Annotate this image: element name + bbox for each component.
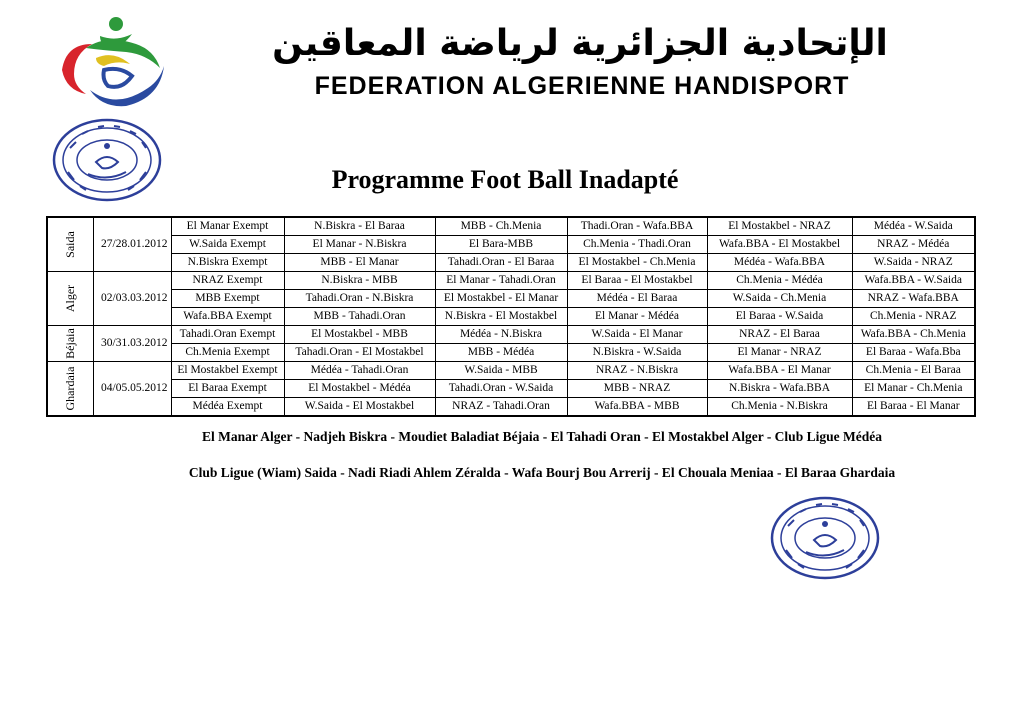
exempt-team-cell: El Manar Exempt	[171, 217, 284, 236]
match-cell: Tahadi.Oran - El Mostakbel	[284, 344, 435, 362]
match-cell: W.Saida - NRAZ	[852, 254, 975, 272]
table-row	[47, 290, 975, 308]
match-date-cell: 27/28.01.2012	[93, 217, 171, 272]
match-cell: MBB - NRAZ	[567, 380, 707, 398]
match-cell: NRAZ - Wafa.BBA	[852, 290, 975, 308]
match-cell: El Manar - Ch.Menia	[852, 380, 975, 398]
match-cell: Tahadi.Oran - W.Saida	[435, 380, 567, 398]
arabic-federation-title: الإتحادية الجزائرية لرياضة المعاقين	[272, 23, 888, 64]
match-cell: El Manar - Médéa	[567, 308, 707, 326]
table-row	[47, 308, 975, 326]
match-cell: W.Saida - Ch.Menia	[707, 290, 852, 308]
federation-logo-icon	[56, 14, 172, 110]
exempt-team-cell: Ch.Menia Exempt	[171, 344, 284, 362]
match-cell: N.Biskra - W.Saida	[567, 344, 707, 362]
exempt-team-cell: Wafa.BBA Exempt	[171, 308, 284, 326]
match-date-cell: 04/05.05.2012	[93, 362, 171, 417]
match-cell: El Bara-MBB	[435, 236, 567, 254]
match-cell: El Mostakbel - NRAZ	[707, 217, 852, 236]
table-row	[47, 344, 975, 362]
match-cell: NRAZ - Tahadi.Oran	[435, 398, 567, 417]
match-cell: MBB - Tahadi.Oran	[284, 308, 435, 326]
match-cell: El Manar - N.Biskra	[284, 236, 435, 254]
match-cell: Médéa - N.Biskra	[435, 326, 567, 344]
exempt-team-cell: W.Saida Exempt	[171, 236, 284, 254]
match-cell: Ch.Menia - NRAZ	[852, 308, 975, 326]
clubs-list-line-2: Club Ligue (Wiam) Saida - Nadi Riadi Ahlem Zéralda - Wafa Bourj Bou Arrerij - El Chouala Meniaa - El Baraa Ghardaia	[188, 465, 896, 480]
table-row	[47, 362, 975, 380]
match-cell: Wafa.BBA - El Manar	[707, 362, 852, 380]
table-row	[47, 380, 975, 398]
match-cell: El Baraa - Wafa.Bba	[852, 344, 975, 362]
match-cell: El Baraa - El Manar	[852, 398, 975, 417]
venue-city-label: Béjaia	[62, 328, 77, 359]
match-cell: El Mostakbel - MBB	[284, 326, 435, 344]
match-cell: Ch.Menia - El Baraa	[852, 362, 975, 380]
match-cell: Médéa - W.Saida	[852, 217, 975, 236]
organisation-sportive-stamp-icon	[52, 118, 162, 202]
organisation-sportive-stamp-icon	[770, 496, 880, 580]
match-cell: El Manar - NRAZ	[707, 344, 852, 362]
match-cell: El Mostakbel - Ch.Menia	[567, 254, 707, 272]
match-schedule-table	[46, 216, 976, 417]
match-cell: Médéa - Tahadi.Oran	[284, 362, 435, 380]
venue-city-label: Saida	[62, 231, 77, 258]
exempt-team-cell: N.Biskra Exempt	[171, 254, 284, 272]
match-cell: El Manar - Tahadi.Oran	[435, 272, 567, 290]
match-cell: El Mostakbel - El Manar	[435, 290, 567, 308]
match-cell: Wafa.BBA - MBB	[567, 398, 707, 417]
match-cell: N.Biskra - Wafa.BBA	[707, 380, 852, 398]
match-cell: N.Biskra - El Mostakbel	[435, 308, 567, 326]
exempt-team-cell: El Baraa Exempt	[171, 380, 284, 398]
table-row	[47, 254, 975, 272]
table-row	[47, 398, 975, 417]
table-row	[47, 272, 975, 290]
page-title: Programme Foot Ball Inadapté	[331, 165, 679, 194]
match-cell: Tahadi.Oran - N.Biskra	[284, 290, 435, 308]
table-row	[47, 217, 975, 236]
match-cell: N.Biskra - El Baraa	[284, 217, 435, 236]
match-cell: Tahadi.Oran - El Baraa	[435, 254, 567, 272]
match-cell: NRAZ - N.Biskra	[567, 362, 707, 380]
match-cell: MBB - El Manar	[284, 254, 435, 272]
match-cell: Wafa.BBA - El Mostakbel	[707, 236, 852, 254]
match-cell: El Baraa - W.Saida	[707, 308, 852, 326]
match-date-cell: 30/31.03.2012	[93, 326, 171, 362]
match-cell: Médéa - Wafa.BBA	[707, 254, 852, 272]
match-cell: El Mostakbel - Médéa	[284, 380, 435, 398]
match-cell: Wafa.BBA - W.Saida	[852, 272, 975, 290]
exempt-team-cell: Médéa Exempt	[171, 398, 284, 417]
venue-city-cell	[47, 326, 93, 362]
match-cell: Ch.Menia - Thadi.Oran	[567, 236, 707, 254]
match-cell: Thadi.Oran - Wafa.BBA	[567, 217, 707, 236]
federation-title: FEDERATION ALGERIENNE HANDISPORT	[314, 72, 850, 100]
match-cell: W.Saida - MBB	[435, 362, 567, 380]
match-cell: Wafa.BBA - Ch.Menia	[852, 326, 975, 344]
venue-city-cell	[47, 272, 93, 326]
exempt-team-cell: NRAZ Exempt	[171, 272, 284, 290]
venue-city-label: Alger	[62, 284, 77, 313]
table-row	[47, 236, 975, 254]
match-cell: Ch.Menia - Médéa	[707, 272, 852, 290]
venue-city-label: Ghardaia	[62, 366, 77, 411]
exempt-team-cell: MBB Exempt	[171, 290, 284, 308]
match-cell: W.Saida - El Manar	[567, 326, 707, 344]
match-cell: MBB - Ch.Menia	[435, 217, 567, 236]
match-cell: Médéa - El Baraa	[567, 290, 707, 308]
venue-city-cell	[47, 217, 93, 272]
match-cell: W.Saida - El Mostakbel	[284, 398, 435, 417]
match-cell: NRAZ - El Baraa	[707, 326, 852, 344]
match-cell: NRAZ - Médéa	[852, 236, 975, 254]
exempt-team-cell: Tahadi.Oran Exempt	[171, 326, 284, 344]
match-cell: Ch.Menia - N.Biskra	[707, 398, 852, 417]
venue-city-cell	[47, 362, 93, 417]
table-row	[47, 326, 975, 344]
exempt-team-cell: El Mostakbel Exempt	[171, 362, 284, 380]
match-cell: N.Biskra - MBB	[284, 272, 435, 290]
match-cell: MBB - Médéa	[435, 344, 567, 362]
match-date-cell: 02/03.03.2012	[93, 272, 171, 326]
match-cell: El Baraa - El Mostakbel	[567, 272, 707, 290]
clubs-list-line-1: El Manar Alger - Nadjeh Biskra - Moudiet Baladiat Béjaia - El Tahadi Oran - El Mostakbel Alger - Club Ligue Médéa	[202, 429, 882, 444]
